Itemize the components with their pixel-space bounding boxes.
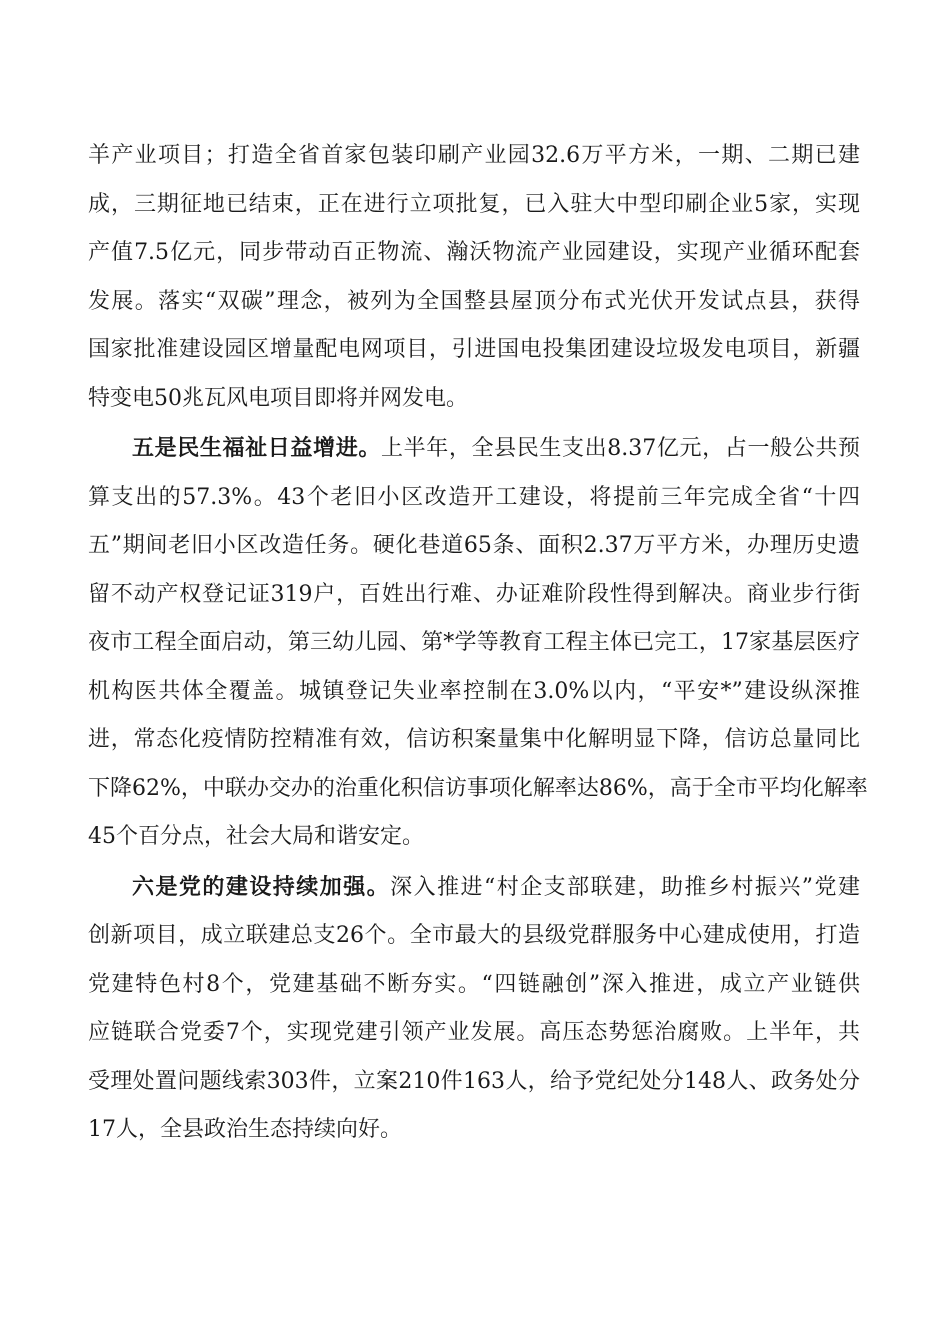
paragraph-heading: 六是党的建设持续加强。 [132, 874, 391, 900]
text-line: 17人，全县政治生态持续向好。 [88, 1117, 402, 1142]
paragraph-party-building [88, 864, 860, 1155]
text-line: 机构医共体全覆盖。城镇登记失业率控制在3.0%以内，“平安*”建设纵深推 [88, 678, 860, 704]
text-line: 下降62%，中联办交办的治重化积信访事项化解率达86%，高于全市平均化解率 [88, 775, 868, 801]
paragraph-livelihood [88, 425, 868, 862]
text-line: 应链联合党委7个，实现党建引领产业发展。高压态势惩治腐败。上半年，共 [88, 1020, 860, 1045]
text-line: 党建特色村8个，党建基础不断夯实。“四链融创”深入推进，成立产业链供 [88, 971, 860, 997]
text-line [88, 425, 860, 474]
text-line: 夜市工程全面启动，第三幼儿园、第*学等教育工程主体已完工，17家基层医疗 [88, 630, 860, 655]
text-line: 发展。落实“双碳”理念，被列为全国整县屋顶分布式光伏开发试点县，获得 [88, 288, 860, 314]
text-line: 创新项目，成立联建总支26个。全市最大的县级党群服务中心建成使用，打造 [88, 923, 860, 948]
text-line: 进，常态化疫情防控精准有效，信访积案量集中化解明显下降，信访总量同比 [88, 727, 860, 752]
document-body [88, 132, 868, 1155]
text-line: 羊产业项目；打造全省首家包装印刷产业园32.6万平方米，一期、二期已建 [88, 143, 860, 168]
text-line: 成，三期征地已结束，正在进行立项批复，已入驻大中型印刷企业5家，实现 [88, 191, 860, 217]
text-line: 45个百分点，社会大局和谐安定。 [88, 824, 424, 849]
text-line: 算支出的57.3%。43个老旧小区改造开工建设，将提前三年完成全省“十四 [88, 484, 860, 510]
text-line-rest: 深入推进“村企支部联建，助推乡村振兴”党建 [390, 874, 860, 900]
text-line: 受理处置问题线索303件，立案210件163人，给予党纪处分148人、政务处分 [88, 1068, 860, 1094]
text-line [88, 864, 860, 913]
text-line: 国家批准建设园区增量配电网项目，引进国电投集团建设垃圾发电项目，新疆 [88, 337, 860, 362]
text-line: 产值7.5亿元，同步带动百正物流、瀚沃物流产业园建设，实现产业循环配套 [88, 240, 860, 265]
text-line: 特变电50兆瓦风电项目即将并网发电。 [88, 385, 468, 411]
text-line: 五”期间老旧小区改造任务。硬化巷道65条、面积2.37万平方米，办理历史遗 [88, 533, 860, 558]
paragraph-industry [88, 132, 860, 423]
text-line-rest: 上半年，全县民生支出8.37亿元，占一般公共预 [380, 436, 860, 461]
text-line: 留不动产权登记证319户，百姓出行难、办证难阶段性得到解决。商业步行街 [88, 581, 860, 607]
paragraph-heading: 五是民生福祉日益增进。 [132, 436, 381, 461]
